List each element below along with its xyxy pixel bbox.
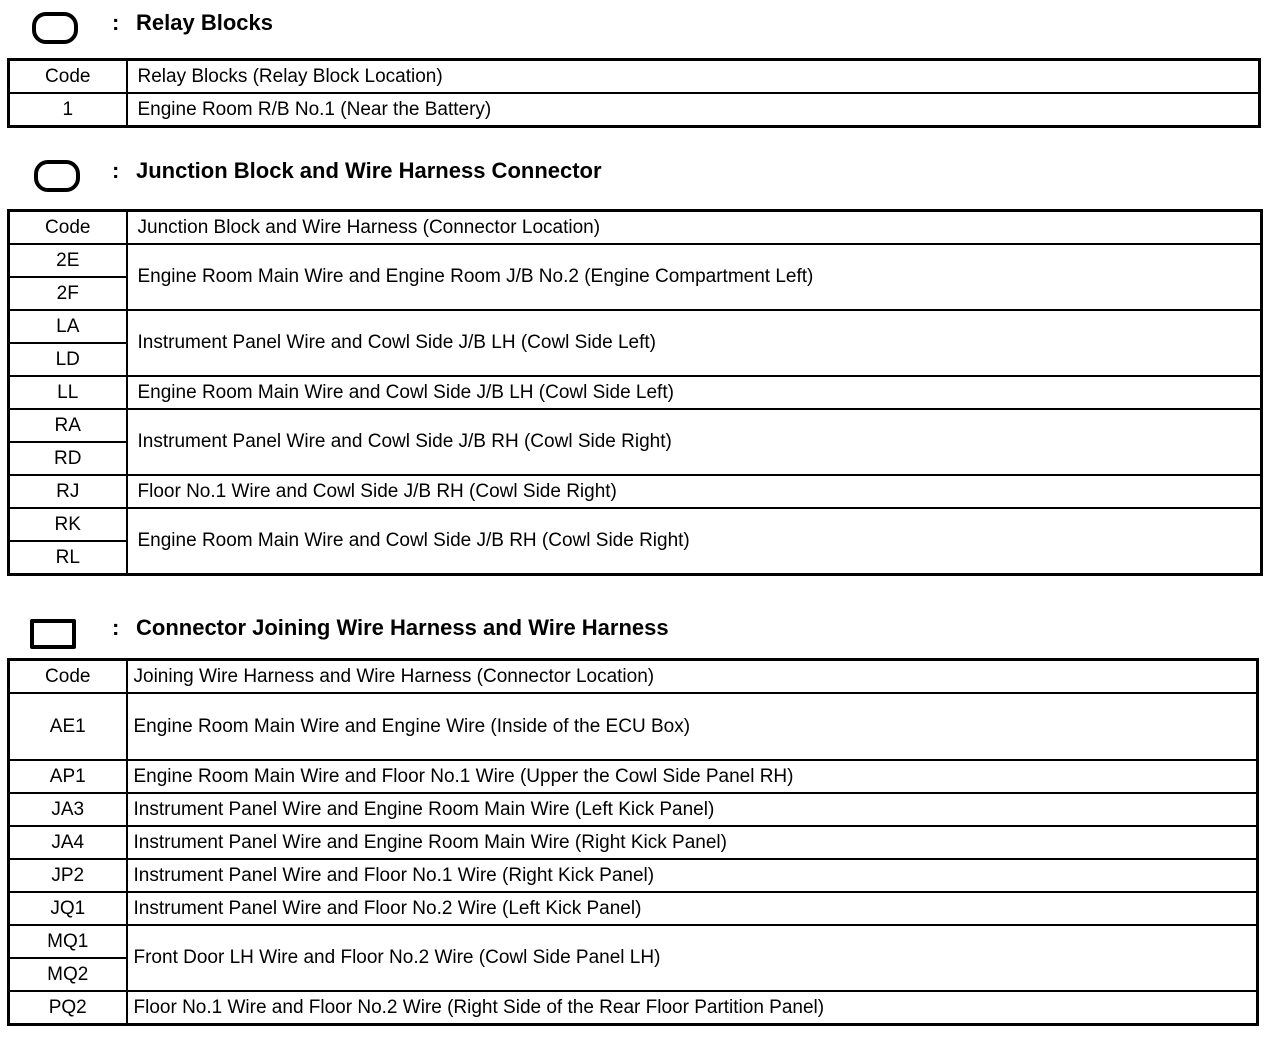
table-row [9, 793, 1258, 826]
code-cell: PQ2 [9, 991, 127, 1025]
code-cell: LL [9, 376, 127, 409]
desc-cell: Instrument Panel Wire and Floor No.1 Wire (Right Kick Panel) [127, 859, 1258, 892]
code-cell: JA4 [9, 826, 127, 859]
desc-cell: Engine Room Main Wire and Engine Wire (Inside of the ECU Box) [127, 693, 1258, 760]
desc-header: Junction Block and Wire Harness (Connector Location) [127, 211, 1262, 245]
junction-block-symbol-icon [34, 160, 80, 192]
junction-block-table [7, 209, 1263, 576]
table-row [9, 826, 1258, 859]
code-cell: MQ1 [9, 925, 127, 958]
code-cell: JQ1 [9, 892, 127, 925]
code-cell: RL [9, 541, 127, 575]
desc-cell: Engine Room R/B No.1 (Near the Battery) [127, 93, 1260, 127]
table-row [9, 475, 1262, 508]
desc-cell: Engine Room Main Wire and Cowl Side J/B RH (Cowl Side Right) [127, 508, 1262, 575]
code-cell: RA [9, 409, 127, 442]
desc-cell: Floor No.1 Wire and Cowl Side J/B RH (Cowl Side Right) [127, 475, 1262, 508]
table-header-row [9, 60, 1260, 94]
desc-cell: Instrument Panel Wire and Engine Room Main Wire (Right Kick Panel) [127, 826, 1258, 859]
table-row [9, 508, 1262, 541]
code-cell: MQ2 [9, 958, 127, 991]
code-cell: JP2 [9, 859, 127, 892]
code-cell: AP1 [9, 760, 127, 793]
desc-cell: Floor No.1 Wire and Floor No.2 Wire (Right Side of the Rear Floor Partition Panel) [127, 991, 1258, 1025]
code-cell: 2E [9, 244, 127, 277]
desc-cell: Front Door LH Wire and Floor No.2 Wire (Cowl Side Panel LH) [127, 925, 1258, 991]
section-heading: Relay Blocks [136, 10, 273, 35]
section-relay-blocks-header [0, 10, 1280, 50]
desc-cell: Instrument Panel Wire and Cowl Side J/B LH (Cowl Side Left) [127, 310, 1262, 376]
section-junction-block-header [0, 158, 1280, 198]
code-cell: LA [9, 310, 127, 343]
table-row [9, 693, 1258, 760]
table-row [9, 760, 1258, 793]
code-cell: RD [9, 442, 127, 475]
code-header: Code [9, 60, 127, 94]
table-row [9, 93, 1260, 127]
desc-cell: Instrument Panel Wire and Engine Room Main Wire (Left Kick Panel) [127, 793, 1258, 826]
desc-header: Relay Blocks (Relay Block Location) [127, 60, 1260, 94]
heading-colon: : [112, 158, 120, 183]
relay-blocks-table [7, 58, 1261, 128]
desc-cell: Engine Room Main Wire and Floor No.1 Wire (Upper the Cowl Side Panel RH) [127, 760, 1258, 793]
table-row [9, 892, 1258, 925]
code-cell: JA3 [9, 793, 127, 826]
section-heading: Junction Block and Wire Harness Connector [136, 158, 602, 183]
connector-symbol-icon [30, 619, 76, 649]
table-row [9, 244, 1262, 277]
section-heading: Connector Joining Wire Harness and Wire Harness [136, 615, 669, 640]
desc-cell: Engine Room Main Wire and Engine Room J/B No.2 (Engine Compartment Left) [127, 244, 1262, 310]
table-row [9, 310, 1262, 343]
relay-block-symbol-icon [32, 12, 78, 44]
table-row [9, 376, 1262, 409]
desc-header: Joining Wire Harness and Wire Harness (Connector Location) [127, 660, 1258, 694]
desc-cell: Instrument Panel Wire and Floor No.2 Wire (Left Kick Panel) [127, 892, 1258, 925]
heading-colon: : [112, 10, 120, 35]
code-cell: LD [9, 343, 127, 376]
connector-joining-table [7, 658, 1259, 1026]
code-header: Code [9, 211, 127, 245]
code-cell: RK [9, 508, 127, 541]
section-connector-joining-header [0, 615, 1280, 655]
code-cell: 1 [9, 93, 127, 127]
heading-colon: : [112, 615, 120, 640]
code-cell: 2F [9, 277, 127, 310]
table-row [9, 925, 1258, 958]
code-header: Code [9, 660, 127, 694]
desc-cell: Engine Room Main Wire and Cowl Side J/B LH (Cowl Side Left) [127, 376, 1262, 409]
table-row [9, 991, 1258, 1025]
table-header-row [9, 660, 1258, 694]
table-header-row [9, 211, 1262, 245]
code-cell: RJ [9, 475, 127, 508]
table-row [9, 409, 1262, 442]
desc-cell: Instrument Panel Wire and Cowl Side J/B RH (Cowl Side Right) [127, 409, 1262, 475]
table-row [9, 859, 1258, 892]
code-cell: AE1 [9, 693, 127, 760]
